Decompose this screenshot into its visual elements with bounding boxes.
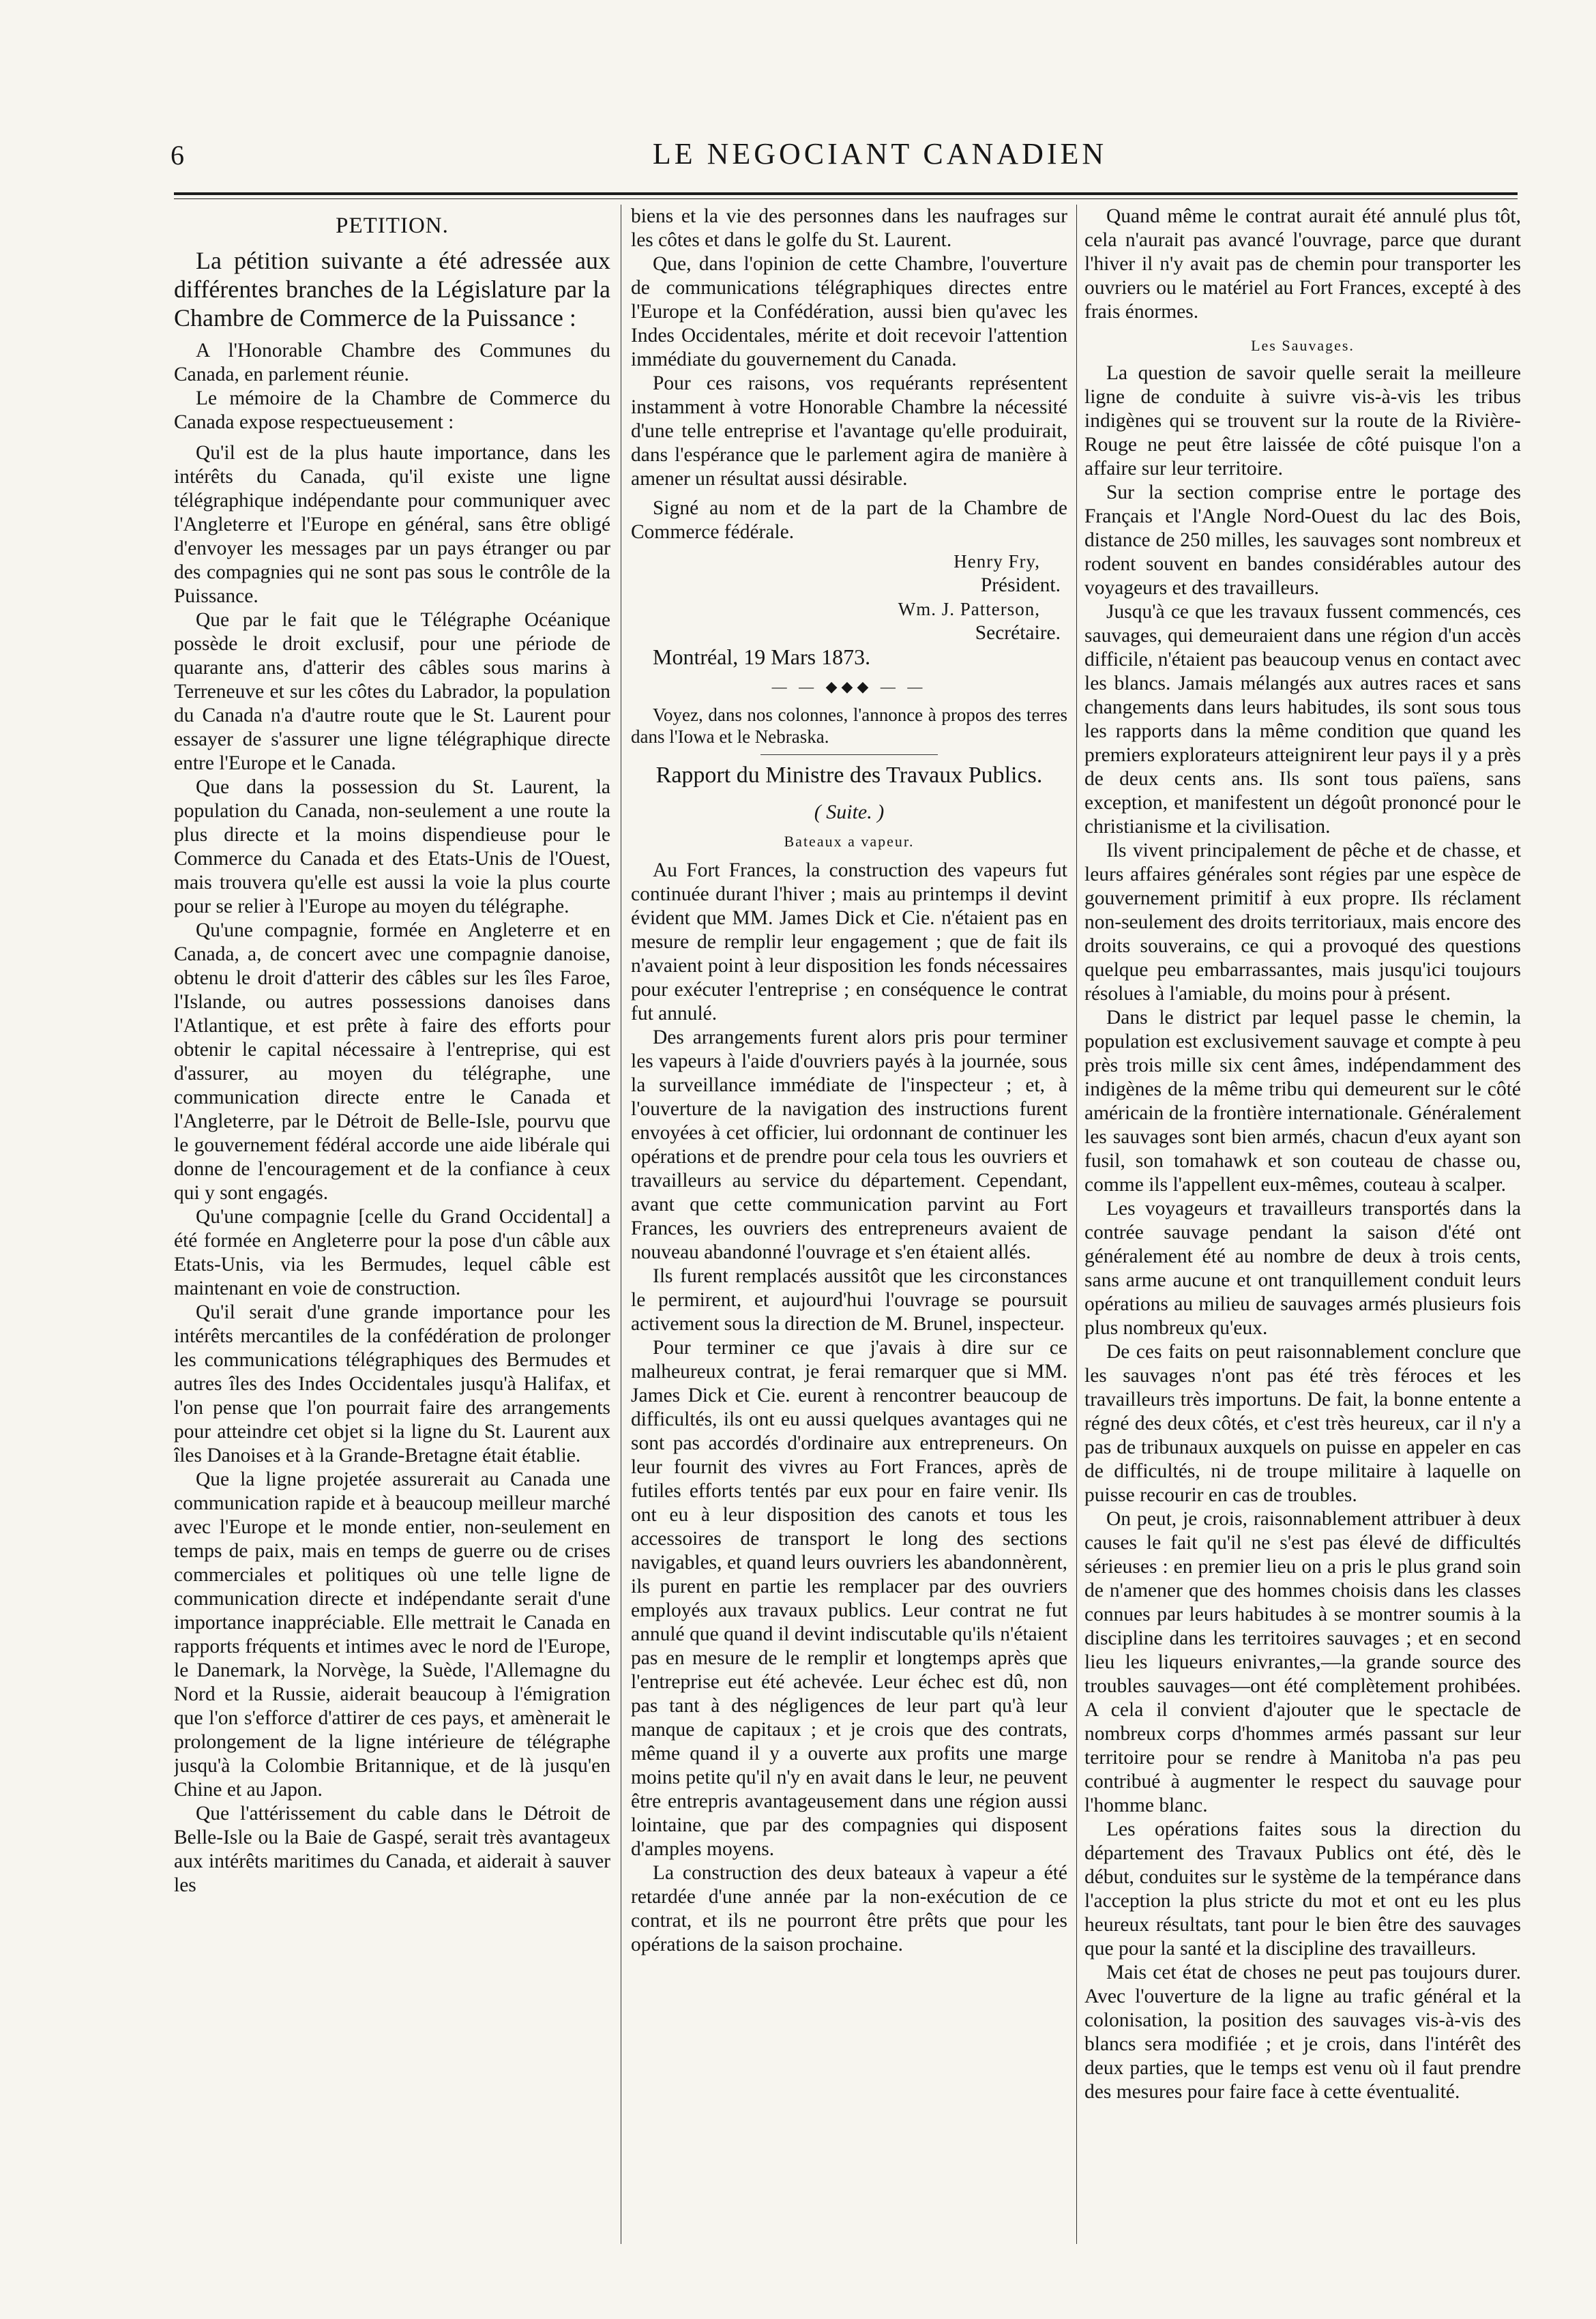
- header-rule-thin: [174, 198, 1518, 199]
- paragraph: Ils vivent principalement de pêche et de chasse, et leurs affaires générales sont régies par une espèce de gouvernement primitif à eux propre. Ils réclament non-seulement des droits territoriaux, mais encore des droits souverains, ce qui a provoqué des questions quelque peu embarrassantes, mais jusqu'ici toujours résolues à l'amiable, du moins pour à présent.: [1084, 840, 1521, 1005]
- paragraph: Mais cet état de choses ne peut pas toujours durer. Avec l'ouverture de la ligne au trafic général et la colonisation, la position des sauvages vis-à-vis des blancs sera modifiée ; et je crois, dans l'intérêt des deux parties, que le temps est venu où il faut prendre des mesures pour faire face à cette éventualité.: [1084, 1962, 1521, 2103]
- paragraph: Dans le district par lequel passe le chemin, la population est exclusivement sauvage et compte à peu près trois mille six cent âmes, indépendamment des indigènes de la même tribu qui demeurent sur le côté américain de la frontière internationale. Généralement les sauvages sont bien armés, chacun d'eux ayant son fusil, son tomahawk et son couteau de chasse ou, comme ils l'appellent eux-mêmes, couteau à scalper.: [1084, 1007, 1521, 1196]
- section-rule: [760, 754, 938, 755]
- addressee: A l'Honorable Chambre des Communes du Canada, en parlement réunie.: [174, 340, 610, 385]
- paragraph: Qu'une compagnie, formée en Angleterre et en Canada, a, de concert avec une compagnie danoise, obtenu le droit d'atterir des câbles sur les îles Faroe, l'Islande, ou autres possessions danoises dans l'Atlantique, et est prête à faire des efforts pour obtenir le capital nécessaire à l'entreprise, qui est d'assurer, au moyen du télégraphe, une communication directe entre le Canada et l'Angleterre, par le Détroit de Belle-Isle, pourvu que le gouvernement fédéral accorde une aide libérale qui donne de l'encouragement et de la confiance à ceux qui y sont engagés.: [174, 919, 610, 1204]
- paragraph: Les voyageurs et travailleurs transportés dans la contrée sauvage pendant la saison d'été ont généralement été au nombre de deux à trois cents, sans arme aucune et ont tranquillement conduit leurs opérations au milieu de sauvages armés plusieurs fois plus nombreux qu'eux.: [1084, 1198, 1521, 1339]
- paragraph: La question de savoir quelle serait la meilleure ligne de conduite à suivre vis-à-vis les tribus indigènes qui se trouvent sur la route de la Rivière-Rouge ne peut être laissée de côté puisque l'on a affaire sur leur territoire.: [1084, 362, 1521, 479]
- paragraph: Ils furent remplacés aussitôt que les circonstances le permirent, et aujourd'hui l'ouvrage se poursuit activement sous la direction de M. Brunel, inspecteur.: [631, 1265, 1067, 1335]
- header-rule: [174, 192, 1518, 195]
- article-title: PETITION.: [336, 213, 449, 238]
- paragraph: Qu'il est de la plus haute importance, dans les intérêts du Canada, qu'il existe une ligne télégraphique indépendante pour communiquer avec l'Angleterre et l'Europe en général, sans être obligé d'envoyer les messages par un pays étranger ou par des compagnies qui ne sont pas sous le contrôle de la Puissance.: [174, 442, 610, 607]
- column-3: [1084, 205, 1521, 2251]
- signer-title: Président.: [980, 574, 1061, 596]
- paragraph: Que, dans l'opinion de cette Chambre, l'ouverture de communications télégraphiques directes entre l'Europe et la Confédération, aussi bien qu'avec les Indes Occidentales, mérite et doit recevoir l'attention immédiate du gouvernement du Canada.: [631, 253, 1067, 370]
- signer-title: Secrétaire.: [975, 622, 1061, 644]
- paragraph: Que l'attérissement du cable dans le Détroit de Belle-Isle ou la Baie de Gaspé, serait très avantageux aux intérêts maritimes du Canada, et aiderait à sauver les: [174, 1803, 610, 1896]
- paragraph: Pour terminer ce que j'avais à dire sur ce malheureux contrat, je ferai remarquer que si MM. James Dick et Cie. eurent à rencontrer beaucoup de difficultés, ils ont eu aussi quelques avantages qui ne sont pas accordés d'ordinaire aux entrepreneurs. On leur fournit des vivres au Fort Frances, après de futiles efforts tentés par eux pour en faire venir. Ils ont eu à leur disposition des canots et tous les accessoires de transport le long des sections navigables, et quand leurs ouvriers les abandonnèrent, ils purent en partie les remplacer par des ouvriers employés aux travaux publics. Leur contrat ne fut annulé que quand il devint indiscutable qu'ils n'étaient pas en mesure de le remplir et longtemps après que l'entreprise eut été achevée. Leur échec est dû, non pas tant à des négligences de leur part qu'à leur manque de capitaux ; et je crois que des contrats, même quand il y a ouverte aux profits une marge moins petite qu'il n'y en avait dans le leur, ne peuvent être entrepris avantageusement dans une région aussi lointaine, que par des compagnies qui disposent d'amples moyens.: [631, 1337, 1067, 1860]
- paragraph: Qu'il serait d'une grande importance pour les intérêts mercantiles de la confédération de prolonger les communications télégraphiques des Bermudes et autres îles des Indes Occidentales jusqu'à Halifax, et l'on pense que l'on pourrait faire des arrangements pour atteindre cet objet si la ligne du St. Laurent aux îles Danoises et à la Grande-Bretagne était établie.: [174, 1301, 610, 1466]
- page-number: 6: [171, 140, 184, 171]
- paragraph: Que dans la possession du St. Laurent, la population du Canada, non-seulement a une route la plus directe et la moins dispendieuse pour le Commerce du Canada et des Etats-Unis de l'Ouest, mais trouvera qu'elle est aussi la voie la plus courte pour se relier à l'Europe au moyen du télégraphe.: [174, 776, 610, 917]
- subheading: Bateaux a vapeur.: [784, 833, 915, 850]
- paragraph: Que par le fait que le Télégraphe Océanique possède le droit exclusif, pour une période de quarante ans, d'atterir des câbles sous marins à Terreneuve et sur les côtes du Labrador, la population du Canada n'a d'autre route que le St. Laurent pour essayer de s'assurer une ligne télégraphique directe entre l'Europe et le Canada.: [174, 609, 610, 774]
- signer-name: Wm. J. Patterson,: [898, 599, 1040, 619]
- paragraph: De ces faits on peut raisonnablement conclure que les sauvages n'ont pas été très féroces et les travailleurs très importuns. De fait, la bonne entente a régné des deux côtés, et c'est très heureux, car il n'y a pas de tribunaux auxquels on puisse en appeler en cas de difficultés, ni de troupe militaire à laquelle on puisse recourir en cas de troubles.: [1084, 1341, 1521, 1506]
- paragraph: Les opérations faites sous la direction du département des Travaux Publics ont été, dès le début, conduites sur le système de la tempérance dans l'acception la plus stricte du mot et ont eu les plus heureux résultats, tant pour le bien être des sauvages que pour la santé et la discipline des travailleurs.: [1084, 1818, 1521, 1960]
- paragraph: Des arrangements furent alors pris pour terminer les vapeurs à l'aide d'ouvriers payés à la journée, sous la surveillance immédiate de l'inspecteur ; et, à l'ouverture de la navigation des instructions furent envoyées à cet officier, lui ordonnant de continuer les opérations et de prendre pour cela tous les ouvriers et travailleurs au service du département. Cependant, avant que cette communication parvint au Fort Frances, les ouvriers des entrepreneurs avaient de nouveau abandonné l'ouvrage et s'en étaient allés.: [631, 1026, 1067, 1263]
- article-title: Rapport du Ministre des Travaux Publics.: [655, 763, 1043, 788]
- paragraph: Sur la section comprise entre le portage des Français et l'Angle Nord-Ouest du lac des Bois, distance de 250 milles, les sauvages sont nombreux et rodent souvent en bandes considérables autour des voyageurs et des travailleurs.: [1084, 482, 1521, 599]
- paragraph: Jusqu'à ce que les travaux fussent commencés, ces sauvages, qui demeuraient dans une région d'un accès difficile, n'étaient pas beaucoup venus en contact avec les blancs. Jamais mélangés aux autres races et sans changements dans leurs habitudes, ils sont sous tous les rapports dans la même condition que quand les premiers explorateurs atteignirent leur pays il y a près de deux cents ans. Ils sont tous païens, sans exception, et manifestent un dégoût prononcé pour le christianisme et la civilisation.: [1084, 601, 1521, 838]
- subheading: Les Sauvages.: [1251, 337, 1355, 354]
- masthead: LE NEGOCIANT CANADIEN: [652, 137, 1108, 171]
- column-divider: [1076, 205, 1077, 2244]
- notice: Voyez, dans nos colonnes, l'annonce à propos des terres dans l'Iowa et le Nebraska.: [631, 705, 1067, 747]
- column-2: [631, 205, 1067, 2251]
- paragraph: Que la ligne projetée assurerait au Canada une communication rapide et à beaucoup meilleur marché avec l'Europe et le monde entier, non-seulement en temps de paix, mais en temps de guerre ou de crises commerciales et politiques où une telle ligne de communication directe et indépendante serait d'une importance inappréciable. Elle mettrait le Canada en rapports fréquents et intimes avec le nord de l'Europe, le Danemark, la Norvège, la Suède, l'Allemagne du Nord et la Russie, aiderait beaucoup à l'émigration que l'on s'efforce d'attirer de ces pays, et amènerait le prolongement de la ligne intérieure de télégraphe jusqu'à la Colombie Britannique, et de là jusqu'en Chine et au Japon.: [174, 1468, 610, 1801]
- paragraph: Au Fort Frances, la construction des vapeurs fut continuée durant l'hiver ; mais au printemps il devint évident que MM. James Dick et Cie. n'étaient pas en mesure de remplir leur engagement ; que de fait ils n'avaient point à leur disposition les fonds nécessaires pour exécuter l'entreprise ; en conséquence le contrat fut annulé.: [631, 859, 1067, 1024]
- paragraph: Qu'une compagnie [celle du Grand Occidental] a été formée en Angleterre pour la pose d'un câble aux Etats-Unis, via les Bermudes, lequel câble est maintenant en voie de construction.: [174, 1206, 610, 1299]
- paragraph: On peut, je crois, raisonnablement attribuer à deux causes le fait qu'il ne s'est pas élevé de difficultés sérieuses : en premier lieu on a pris le plus grand soin de n'amener que des hommes choisis dans les classes connues par leurs habitudes à se montrer soumis à la discipline dans les territoires sauvages ; et en second lieu les liqueurs enivrantes,—la grande source des troubles sauvages—ont été complètement prohibées. A cela il convient d'ajouter que le spectacle de nombreux corps d'hommes armés passant sur leur territoire pour se rendre à Manitoba n'a pas peu contribué à augmenter le respect du sauvage pour l'homme blanc.: [1084, 1508, 1521, 1816]
- paragraph: Signé au nom et de la part de la Chambre de Commerce fédérale.: [631, 497, 1067, 543]
- paragraph: biens et la vie des personnes dans les naufrages sur les côtes et dans le golfe du St. Laurent.: [631, 205, 1067, 251]
- ornament-divider: — — ◆◆◆ — —: [771, 678, 927, 695]
- paragraph: Quand même le contrat aurait été annulé plus tôt, cela n'aurait pas avancé l'ouvrage, parce que durant l'hiver il n'y avait pas de chemin pour transporter les ouvriers ou le matériel au Fort Frances, excepté à des frais énormes.: [1084, 205, 1521, 323]
- suite-label: ( Suite. ): [814, 801, 885, 823]
- paragraph: Le mémoire de la Chambre de Commerce du Canada expose respectueusement :: [174, 387, 610, 433]
- paragraph: Pour ces raisons, vos requérants représentent instamment à votre Honorable Chambre la nécessité d'une telle entreprise et l'avantage qu'elle produirait, dans l'espérance que le parlement agira de manière à amener un résultat aussi désirable.: [631, 372, 1067, 490]
- article-intro: La pétition suivante a été adressée aux différentes branches de la Législature par la Chambre de Commerce de la Puissance :: [174, 247, 610, 331]
- column-1: [174, 205, 610, 2251]
- signer-name: Henry Fry,: [954, 551, 1040, 572]
- paragraph: La construction des deux bateaux à vapeur a été retardée d'une année par la non-exécution de ce contrat, et ils ne pourront être prêts que pour les opérations de la saison prochaine.: [631, 1862, 1067, 1955]
- place-date: Montréal, 19 Mars 1873.: [653, 645, 871, 669]
